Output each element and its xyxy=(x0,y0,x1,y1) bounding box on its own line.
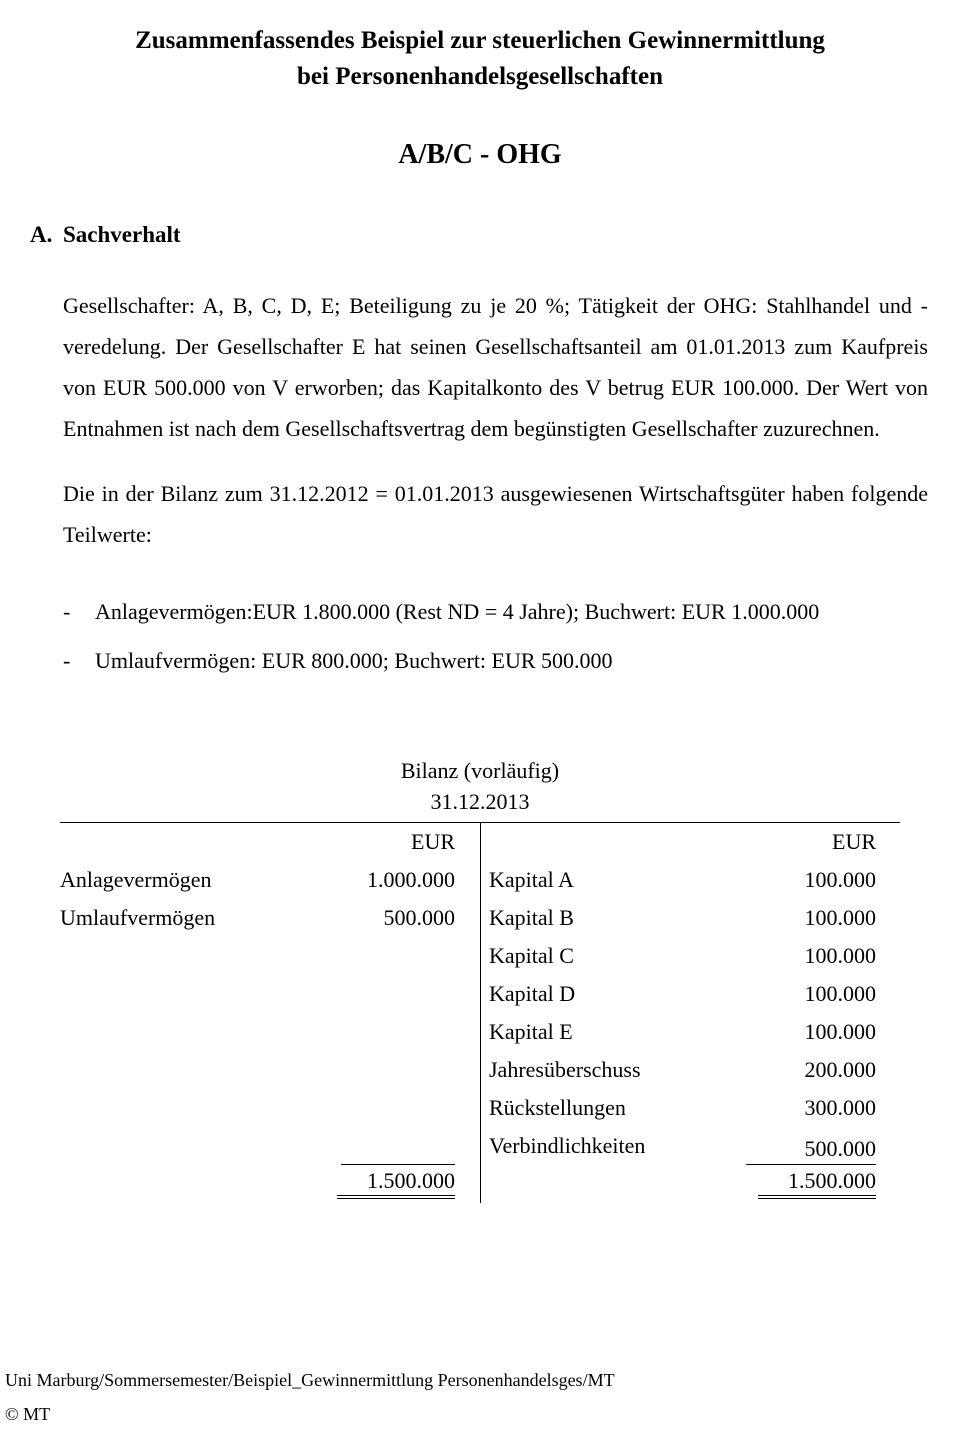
liabilities-header-row xyxy=(489,823,876,861)
assets-empty-space xyxy=(60,937,455,1127)
liability-value: 300.000 xyxy=(804,1094,876,1120)
liability-label: Jahresüberschuss xyxy=(489,1056,641,1082)
assets-subtotal-rule xyxy=(341,1158,455,1165)
asset-row xyxy=(60,861,455,899)
liability-row xyxy=(489,937,876,975)
liability-label: Kapital D xyxy=(489,980,576,1006)
bullet-text: Anlagevermögen:EUR 1.800.000 (Rest ND = 4 Jahre); Buchwert: EUR 1.000.000 xyxy=(95,598,820,624)
assets-subtotal-rule-row xyxy=(60,1127,455,1165)
footer-source: Uni Marburg/Sommersemester/Beispiel_Gewinnermittlung Personenhandelsges/MT xyxy=(5,1369,615,1390)
bullet-anlagevermoegen xyxy=(63,591,932,632)
paragraph-teilwerte-intro: Die in der Bilanz zum 31.12.2012 = 01.01.2013 ausgewiesenen Wirtschaftsgüter haben folgende Teilwerte: xyxy=(63,480,928,547)
document-title xyxy=(0,17,960,95)
bullet-marker: - xyxy=(63,598,71,624)
liabilities-total: 1.500.000 xyxy=(758,1168,876,1199)
footer-copyright: © MT xyxy=(5,1403,51,1424)
balance-sheet-date: 31.12.2013 xyxy=(60,787,900,823)
liability-row xyxy=(489,861,876,899)
liability-row xyxy=(489,975,876,1013)
section-title: Sachverhalt xyxy=(63,221,181,247)
bullet-marker: - xyxy=(63,647,71,673)
company-subtitle: A/B/C - OHG xyxy=(398,138,562,170)
asset-label: Umlaufvermögen xyxy=(60,904,216,930)
asset-value: 1.000.000 xyxy=(367,866,455,892)
bullet-umlaufvermoegen xyxy=(63,640,932,681)
liability-value: 100.000 xyxy=(804,980,876,1006)
asset-label: Anlagevermögen xyxy=(60,866,212,892)
balance-sheet-table xyxy=(60,823,900,1203)
asset-row xyxy=(60,899,455,937)
section-label: A. xyxy=(30,221,53,247)
bullet-text: Umlaufvermögen: EUR 800.000; Buchwert: EUR 500.000 xyxy=(95,647,613,673)
liability-value: 100.000 xyxy=(804,1018,876,1044)
liability-value: 100.000 xyxy=(804,904,876,930)
document-page xyxy=(0,17,960,1433)
asset-value: 500.000 xyxy=(383,904,455,930)
assets-total-row xyxy=(60,1165,455,1203)
liability-row xyxy=(489,1013,876,1051)
liability-value: 200.000 xyxy=(804,1056,876,1082)
liability-value: 100.000 xyxy=(804,866,876,892)
document-title-line2: bei Personenhandelsgesellschaften xyxy=(297,62,663,90)
liability-value: 100.000 xyxy=(804,942,876,968)
liability-label: Kapital A xyxy=(489,866,574,892)
balance-sheet-title: Bilanz (vorläufig) xyxy=(400,757,560,783)
section-a-heading xyxy=(30,221,960,249)
assets-total: 1.500.000 xyxy=(337,1168,455,1199)
liability-row xyxy=(489,1051,876,1089)
liability-row xyxy=(489,1127,876,1165)
balance-sheet xyxy=(60,755,900,1203)
paragraph-facts: Gesellschafter: A, B, C, D, E; Beteiligung zu je 20 %; Tätigkeit der OHG: Stahlhandel und -veredelung. Der Gesellschafter E hat seinen Gesellschaftsanteil am 01.01.2013 zum Kaufpreis von EUR 500.000 von V erworben; das Kapitalkonto des V betrug EUR 100.000. Der Wert von Entnahmen ist nach dem Gesellschaftsvertrag dem begünstigten Gesellschafter zuzurechnen. xyxy=(63,292,928,441)
assets-eur-header: EUR xyxy=(411,828,455,854)
document-footer xyxy=(5,1367,615,1427)
liabilities-total-row xyxy=(489,1165,876,1203)
liabilities-column xyxy=(480,823,900,1203)
liability-row xyxy=(489,1089,876,1127)
liability-label: Kapital C xyxy=(489,942,574,968)
document-title-line1: Zusammenfassendes Beispiel zur steuerlichen Gewinnermittlung xyxy=(135,26,825,54)
assets-header-row xyxy=(60,823,455,861)
liability-value: 500.000 xyxy=(746,1136,876,1165)
liability-label: Kapital E xyxy=(489,1018,573,1044)
liability-label: Rückstellungen xyxy=(489,1094,626,1120)
liability-row xyxy=(489,899,876,937)
liability-label: Kapital B xyxy=(489,904,574,930)
liability-label: Verbindlichkeiten xyxy=(489,1132,646,1158)
liabilities-eur-header: EUR xyxy=(832,828,876,854)
assets-column xyxy=(60,823,480,1203)
